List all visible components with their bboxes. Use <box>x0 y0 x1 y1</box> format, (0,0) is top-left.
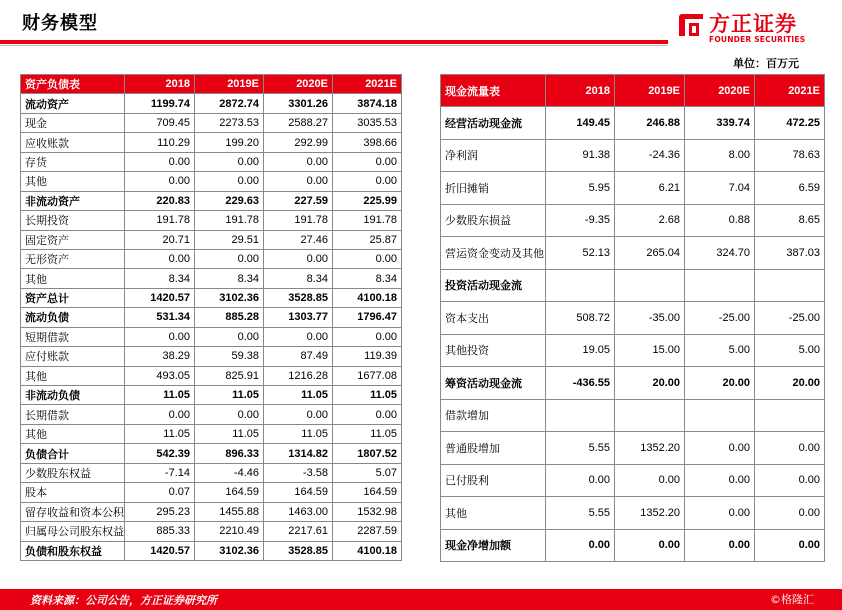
balance-sheet-cell: 164.59 <box>195 483 264 502</box>
balance-sheet-cell: 0.00 <box>125 152 195 171</box>
balance-sheet-cell: 0.07 <box>125 483 195 502</box>
balance-sheet-cell: 164.59 <box>264 483 333 502</box>
balance-sheet-cell: 199.20 <box>195 133 264 152</box>
cash-flow-cell: 387.03 <box>755 237 825 270</box>
balance-sheet-row-label: 非流动负债 <box>21 386 125 405</box>
balance-sheet-cell: 0.00 <box>264 327 333 346</box>
cash-flow-row-label: 已付股利 <box>441 464 546 497</box>
balance-sheet-row-label: 留存收益和资本公积 <box>21 502 125 521</box>
balance-sheet-cell: -4.46 <box>195 463 264 482</box>
watermark: ©格隆汇 <box>770 593 814 606</box>
cash-flow-cell: 508.72 <box>546 302 615 335</box>
cash-flow-cell <box>755 269 825 302</box>
page-title: 财务模型 <box>22 13 98 34</box>
cash-flow-row-label: 其他 <box>441 497 546 530</box>
cash-flow-cell <box>615 269 685 302</box>
cash-flow-cell: -436.55 <box>546 367 615 400</box>
unit-label: 单位：百万元 <box>733 57 799 70</box>
balance-sheet-cell: 227.59 <box>264 191 333 210</box>
balance-sheet-row <box>21 191 402 210</box>
cash-flow-cell: -25.00 <box>685 302 755 335</box>
balance-sheet-row <box>21 249 402 268</box>
balance-sheet-cell: 3035.53 <box>333 113 402 132</box>
balance-sheet-cell: 8.34 <box>333 269 402 288</box>
cash-flow-cell: 265.04 <box>615 237 685 270</box>
cash-flow-cell: 20.00 <box>755 367 825 400</box>
balance-sheet-cell: 0.00 <box>195 405 264 424</box>
cash-flow-row <box>441 399 825 432</box>
balance-sheet-row-label: 负债合计 <box>21 444 125 463</box>
balance-sheet-row <box>21 463 402 482</box>
cash-flow-cell: 0.00 <box>755 497 825 530</box>
balance-sheet-row <box>21 541 402 560</box>
balance-sheet-cell: 885.28 <box>195 308 264 327</box>
cash-flow-cell: 8.65 <box>755 204 825 237</box>
header-divider <box>0 40 668 44</box>
cash-flow-cell: 5.55 <box>546 432 615 465</box>
cash-flow-cell: 2.68 <box>615 204 685 237</box>
cash-flow-header-cell: 2019E <box>615 75 685 107</box>
balance-sheet-row <box>21 502 402 521</box>
cash-flow-row-label: 投资活动现金流 <box>441 269 546 302</box>
balance-sheet-cell: 110.29 <box>125 133 195 152</box>
balance-sheet-cell: 220.83 <box>125 191 195 210</box>
cash-flow-cell: 0.88 <box>685 204 755 237</box>
balance-sheet-cell: 11.05 <box>195 424 264 443</box>
balance-sheet-row-label: 无形资产 <box>21 249 125 268</box>
balance-sheet-row-label: 其他 <box>21 424 125 443</box>
cash-flow-cell: 1352.20 <box>615 497 685 530</box>
balance-sheet-cell: 295.23 <box>125 502 195 521</box>
balance-sheet-cell: 164.59 <box>333 483 402 502</box>
balance-sheet-row <box>21 172 402 191</box>
cash-flow-row-label: 少数股东损益 <box>441 204 546 237</box>
balance-sheet-header-cell: 2018 <box>125 75 195 94</box>
balance-sheet-cell: 0.00 <box>125 172 195 191</box>
balance-sheet-cell: 38.29 <box>125 347 195 366</box>
balance-sheet-row <box>21 444 402 463</box>
balance-sheet-cell: 0.00 <box>333 405 402 424</box>
balance-sheet-row-label: 负债和股东权益 <box>21 541 125 560</box>
balance-sheet-cell: 0.00 <box>195 327 264 346</box>
cash-flow-cell: 0.00 <box>755 464 825 497</box>
cash-flow-cell <box>615 399 685 432</box>
cash-flow-cell <box>546 399 615 432</box>
cash-flow-cell: 7.04 <box>685 172 755 205</box>
cash-flow-cell: 149.45 <box>546 107 615 140</box>
balance-sheet-cell: 4100.18 <box>333 541 402 560</box>
cash-flow-cell: 5.00 <box>755 334 825 367</box>
balance-sheet-cell: 5.07 <box>333 463 402 482</box>
balance-sheet-header-cell: 2021E <box>333 75 402 94</box>
balance-sheet-header-cell: 2019E <box>195 75 264 94</box>
cash-flow-cell <box>755 399 825 432</box>
balance-sheet-cell: 0.00 <box>264 249 333 268</box>
balance-sheet-row-label: 现金 <box>21 113 125 132</box>
balance-sheet-row-label: 其他 <box>21 269 125 288</box>
balance-sheet-row <box>21 424 402 443</box>
balance-sheet-cell: 0.00 <box>333 249 402 268</box>
balance-sheet-row-label: 归属母公司股东权益 <box>21 522 125 541</box>
balance-sheet-cell: -7.14 <box>125 463 195 482</box>
balance-sheet-cell: 493.05 <box>125 366 195 385</box>
cash-flow-cell: -9.35 <box>546 204 615 237</box>
balance-sheet-cell: 11.05 <box>333 386 402 405</box>
cash-flow-row-label: 借款增加 <box>441 399 546 432</box>
balance-sheet-cell: 11.05 <box>125 424 195 443</box>
balance-sheet-row-label: 少数股东权益 <box>21 463 125 482</box>
balance-sheet-row-label: 其他 <box>21 172 125 191</box>
balance-sheet-cell: 8.34 <box>125 269 195 288</box>
balance-sheet-cell: 191.78 <box>125 211 195 230</box>
balance-sheet-cell: 0.00 <box>125 327 195 346</box>
balance-sheet-cell: -3.58 <box>264 463 333 482</box>
cash-flow-row-label: 折旧摊销 <box>441 172 546 205</box>
balance-sheet-cell: 59.38 <box>195 347 264 366</box>
cash-flow-cell: 91.38 <box>546 139 615 172</box>
balance-sheet-cell: 3528.85 <box>264 541 333 560</box>
balance-sheet-cell: 0.00 <box>333 327 402 346</box>
balance-sheet-cell: 29.51 <box>195 230 264 249</box>
balance-sheet-cell: 1303.77 <box>264 308 333 327</box>
balance-sheet-cell: 11.05 <box>125 386 195 405</box>
cash-flow-row <box>441 237 825 270</box>
balance-sheet-row-label: 流动资产 <box>21 94 125 113</box>
footer-bar <box>0 589 842 610</box>
balance-sheet-cell: 119.39 <box>333 347 402 366</box>
balance-sheet-cell: 3102.36 <box>195 541 264 560</box>
cash-flow-row-label: 经营活动现金流 <box>441 107 546 140</box>
cash-flow-cell: 0.00 <box>685 529 755 562</box>
cash-flow-cell <box>685 399 755 432</box>
balance-sheet-header-cell: 2020E <box>264 75 333 94</box>
cash-flow-row-label: 其他投资 <box>441 334 546 367</box>
balance-sheet-cell: 11.05 <box>264 386 333 405</box>
balance-sheet-row-label: 其他 <box>21 366 125 385</box>
balance-sheet-row <box>21 522 402 541</box>
balance-sheet-cell: 1420.57 <box>125 288 195 307</box>
cash-flow-row <box>441 269 825 302</box>
cash-flow-cell: 20.00 <box>615 367 685 400</box>
cash-flow-cell: 0.00 <box>755 432 825 465</box>
cash-flow-cell: 339.74 <box>685 107 755 140</box>
balance-sheet-cell: 0.00 <box>125 249 195 268</box>
balance-sheet-cell: 191.78 <box>333 211 402 230</box>
balance-sheet-cell: 0.00 <box>125 405 195 424</box>
cash-flow-row <box>441 107 825 140</box>
balance-sheet-row-label: 股本 <box>21 483 125 502</box>
cash-flow-cell: 6.21 <box>615 172 685 205</box>
cash-flow-cell: 15.00 <box>615 334 685 367</box>
balance-sheet-cell: 2210.49 <box>195 522 264 541</box>
balance-sheet-cell: 2287.59 <box>333 522 402 541</box>
balance-sheet-cell: 11.05 <box>264 424 333 443</box>
balance-sheet-cell: 8.34 <box>195 269 264 288</box>
balance-sheet-cell: 1796.47 <box>333 308 402 327</box>
balance-sheet-row <box>21 327 402 346</box>
cash-flow-header-cell: 2021E <box>755 75 825 107</box>
balance-sheet-cell: 292.99 <box>264 133 333 152</box>
balance-sheet-cell: 191.78 <box>195 211 264 230</box>
cash-flow-cell: 324.70 <box>685 237 755 270</box>
balance-sheet-row-label: 资产总计 <box>21 288 125 307</box>
cash-flow-row <box>441 139 825 172</box>
cash-flow-row <box>441 464 825 497</box>
cash-flow-cell: 0.00 <box>685 464 755 497</box>
balance-sheet-cell: 191.78 <box>264 211 333 230</box>
balance-sheet-row-label: 应付账款 <box>21 347 125 366</box>
cash-flow-cell: 0.00 <box>546 464 615 497</box>
cash-flow-header-cell: 2020E <box>685 75 755 107</box>
balance-sheet-cell: 0.00 <box>264 405 333 424</box>
founder-logo <box>675 8 825 48</box>
cash-flow-row <box>441 204 825 237</box>
cash-flow-row <box>441 172 825 205</box>
balance-sheet-cell: 229.63 <box>195 191 264 210</box>
balance-sheet-cell: 1463.00 <box>264 502 333 521</box>
balance-sheet-header-cell: 资产负债表 <box>21 75 125 94</box>
balance-sheet-cell: 2588.27 <box>264 113 333 132</box>
cash-flow-row-label: 现金净增加额 <box>441 529 546 562</box>
balance-sheet-cell: 0.00 <box>333 152 402 171</box>
balance-sheet-cell: 4100.18 <box>333 288 402 307</box>
balance-sheet-row <box>21 133 402 152</box>
balance-sheet-cell: 709.45 <box>125 113 195 132</box>
balance-sheet-cell: 1314.82 <box>264 444 333 463</box>
balance-sheet-cell: 2217.61 <box>264 522 333 541</box>
cash-flow-row <box>441 302 825 335</box>
balance-sheet-cell: 0.00 <box>333 172 402 191</box>
balance-sheet-cell: 87.49 <box>264 347 333 366</box>
cash-flow-cell: 52.13 <box>546 237 615 270</box>
balance-sheet-row <box>21 230 402 249</box>
cash-flow-row-label: 净利润 <box>441 139 546 172</box>
cash-flow-row-label: 筹资活动现金流 <box>441 367 546 400</box>
balance-sheet-row <box>21 288 402 307</box>
cash-flow-cell: 0.00 <box>615 464 685 497</box>
balance-sheet-cell: 25.87 <box>333 230 402 249</box>
balance-sheet-cell: 0.00 <box>195 152 264 171</box>
cash-flow-cell: 0.00 <box>755 529 825 562</box>
balance-sheet-cell: 11.05 <box>195 386 264 405</box>
balance-sheet-cell: 0.00 <box>264 152 333 171</box>
cash-flow-cell: 246.88 <box>615 107 685 140</box>
cash-flow-row-label: 资本支出 <box>441 302 546 335</box>
balance-sheet-cell: 1199.74 <box>125 94 195 113</box>
balance-sheet-cell: 8.34 <box>264 269 333 288</box>
cash-flow-cell: 0.00 <box>685 497 755 530</box>
cash-flow-cell: 6.59 <box>755 172 825 205</box>
balance-sheet-row <box>21 269 402 288</box>
balance-sheet-cell: 398.66 <box>333 133 402 152</box>
balance-sheet-cell: 1216.28 <box>264 366 333 385</box>
balance-sheet-row <box>21 483 402 502</box>
balance-sheet-row <box>21 94 402 113</box>
logo-text-cn: 方正证券 <box>709 12 797 36</box>
balance-sheet-cell: 531.34 <box>125 308 195 327</box>
balance-sheet-cell: 1677.08 <box>333 366 402 385</box>
balance-sheet-cell: 2872.74 <box>195 94 264 113</box>
balance-sheet-cell: 825.91 <box>195 366 264 385</box>
balance-sheet-cell: 2273.53 <box>195 113 264 132</box>
cash-flow-header-cell: 现金流量表 <box>441 75 546 107</box>
cash-flow-cell: 1352.20 <box>615 432 685 465</box>
balance-sheet-row-label: 固定资产 <box>21 230 125 249</box>
balance-sheet-row <box>21 211 402 230</box>
balance-sheet-cell: 1455.88 <box>195 502 264 521</box>
balance-sheet-row-label: 长期投资 <box>21 211 125 230</box>
cash-flow-cell: -35.00 <box>615 302 685 335</box>
balance-sheet-row-label: 应收账款 <box>21 133 125 152</box>
balance-sheet-row <box>21 347 402 366</box>
cash-flow-table <box>440 74 825 562</box>
balance-sheet-cell: 3528.85 <box>264 288 333 307</box>
balance-sheet-row <box>21 386 402 405</box>
balance-sheet-row <box>21 152 402 171</box>
balance-sheet-cell: 3102.36 <box>195 288 264 307</box>
cash-flow-cell <box>685 269 755 302</box>
cash-flow-cell: 0.00 <box>615 529 685 562</box>
cash-flow-row <box>441 497 825 530</box>
header-divider-thin <box>0 45 668 46</box>
cash-flow-cell: 8.00 <box>685 139 755 172</box>
cash-flow-cell: 5.00 <box>685 334 755 367</box>
balance-sheet-cell: 1532.98 <box>333 502 402 521</box>
cash-flow-cell: 0.00 <box>685 432 755 465</box>
balance-sheet-row-label: 长期借款 <box>21 405 125 424</box>
balance-sheet-cell: 3301.26 <box>264 94 333 113</box>
cash-flow-row-label: 普通股增加 <box>441 432 546 465</box>
balance-sheet-cell: 225.99 <box>333 191 402 210</box>
cash-flow-row <box>441 432 825 465</box>
balance-sheet-row-label: 短期借款 <box>21 327 125 346</box>
balance-sheet-cell: 1807.52 <box>333 444 402 463</box>
cash-flow-cell: 5.95 <box>546 172 615 205</box>
cash-flow-cell: 0.00 <box>546 529 615 562</box>
balance-sheet-cell: 542.39 <box>125 444 195 463</box>
balance-sheet-row <box>21 308 402 327</box>
balance-sheet-row <box>21 366 402 385</box>
balance-sheet-cell: 896.33 <box>195 444 264 463</box>
cash-flow-cell: -25.00 <box>755 302 825 335</box>
balance-sheet-row <box>21 113 402 132</box>
cash-flow-row <box>441 529 825 562</box>
cash-flow-cell: 472.25 <box>755 107 825 140</box>
logo-text-en: FOUNDER SECURITIES <box>709 35 806 44</box>
cash-flow-row-label: 营运资金变动及其他 <box>441 237 546 270</box>
balance-sheet-cell: 11.05 <box>333 424 402 443</box>
balance-sheet-cell: 0.00 <box>195 249 264 268</box>
balance-sheet-cell: 3874.18 <box>333 94 402 113</box>
cash-flow-cell: -24.36 <box>615 139 685 172</box>
balance-sheet-row <box>21 405 402 424</box>
cash-flow-row <box>441 334 825 367</box>
founder-logo-icon <box>675 10 705 40</box>
cash-flow-cell: 19.05 <box>546 334 615 367</box>
cash-flow-header-cell: 2018 <box>546 75 615 107</box>
balance-sheet-cell: 0.00 <box>195 172 264 191</box>
balance-sheet-cell: 27.46 <box>264 230 333 249</box>
source-note: 资料来源：公司公告，方正证券研究所 <box>30 594 217 607</box>
balance-sheet-cell: 1420.57 <box>125 541 195 560</box>
balance-sheet-cell: 20.71 <box>125 230 195 249</box>
cash-flow-row <box>441 367 825 400</box>
cash-flow-cell: 20.00 <box>685 367 755 400</box>
balance-sheet-table <box>20 74 402 561</box>
balance-sheet-row-label: 流动负债 <box>21 308 125 327</box>
cash-flow-cell: 5.55 <box>546 497 615 530</box>
cash-flow-cell: 78.63 <box>755 139 825 172</box>
cash-flow-cell <box>546 269 615 302</box>
balance-sheet-row-label: 存货 <box>21 152 125 171</box>
balance-sheet-row-label: 非流动资产 <box>21 191 125 210</box>
balance-sheet-cell: 885.33 <box>125 522 195 541</box>
balance-sheet-cell: 0.00 <box>264 172 333 191</box>
